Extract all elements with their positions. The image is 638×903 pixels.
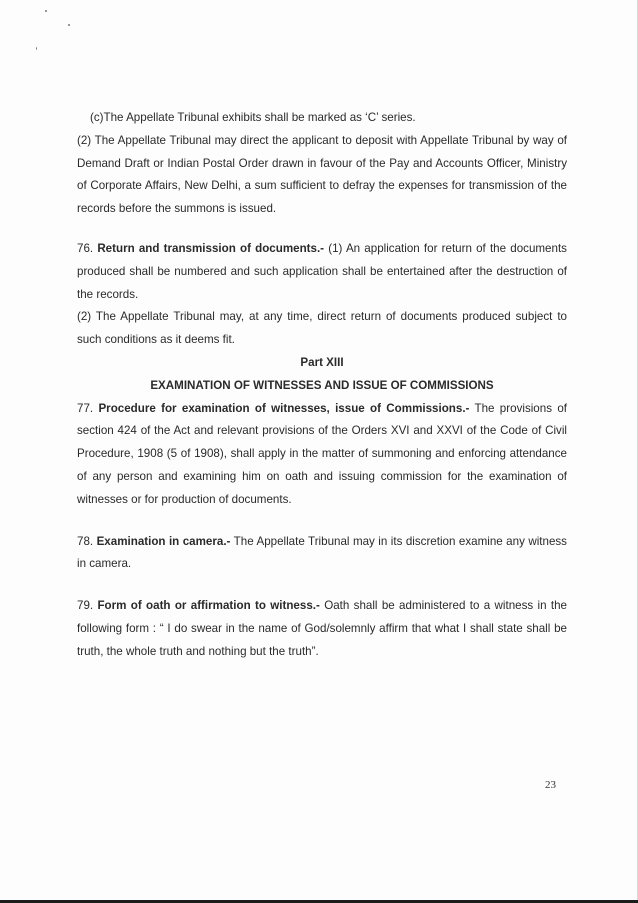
part-title: Part XIII <box>300 355 344 369</box>
rule-79-text: Oath shall be administered to a witness in the following form : “ I do swear in the name of God/solemnly affirm that what I shall state shall be truth, the whole truth and nothing but the truth”. <box>77 599 567 658</box>
rule-77-number: 77. <box>77 401 94 415</box>
rule-78-text: The Appellate Tribunal may in its discretion examine any witness in camera. <box>77 534 567 571</box>
clause-c: (c)The Appellate Tribunal exhibits shall be marked as ‘C’ series. <box>90 111 416 124</box>
rule-78-heading: Examination in camera.- <box>96 534 231 548</box>
rule-76 <box>77 238 567 306</box>
scan-speck <box>68 24 70 26</box>
rule-78 <box>77 531 567 577</box>
spacer <box>77 576 567 595</box>
rule-79-number: 79. <box>77 599 94 613</box>
scan-speck <box>45 10 47 12</box>
rule-77 <box>77 398 567 512</box>
page-number: 23 <box>545 779 556 791</box>
rule-77-text: The provisions of section 424 of the Act and relevant provisions of the Orders XVI and XXVI of the Code of Civil Procedure, 1908 (5 of 1908), shall apply in the matter of summoning and enforcing attendance of any person and examining him on oath and issuing commission for the examination of witnesses or for production of documents. <box>77 401 567 506</box>
sub-rule-2-draft: (2) The Appellate Tribunal may direct the applicant to deposit with Appellate Tribunal by way of Demand Draft or Indian Postal Order drawn in favour of the Pay and Accounts Officer, Ministry of Corporate Affairs, New Delhi, a sum sufficient to defray the expenses for transmission of the records before the summons is issued. <box>77 133 567 216</box>
part-subtitle: EXAMINATION OF WITNESSES AND ISSUE OF COMMISSIONS <box>150 378 494 392</box>
rule-76-number: 76. <box>77 241 94 255</box>
rule-77-heading: Procedure for examination of witnesses, issue of Commissions.- <box>98 401 470 415</box>
spacer <box>77 512 567 531</box>
rule-76-heading: Return and transmission of documents.- <box>97 241 325 255</box>
spacer <box>77 221 567 238</box>
rule-78-number: 78. <box>77 534 94 548</box>
rule-79 <box>77 595 567 663</box>
scan-speck <box>36 47 37 50</box>
rule-76-sub-2: (2) The Appellate Tribunal may, at any time, direct return of documents produced subject to such conditions as it deems fit. <box>77 310 567 347</box>
rule-79-heading: Form of oath or affirmation to witness.- <box>97 599 320 613</box>
document-body <box>77 107 567 664</box>
rule-76-text: (1) An application for return of the documents produced shall be numbered and such application shall be entertained after the destruction of the records. <box>77 241 567 301</box>
